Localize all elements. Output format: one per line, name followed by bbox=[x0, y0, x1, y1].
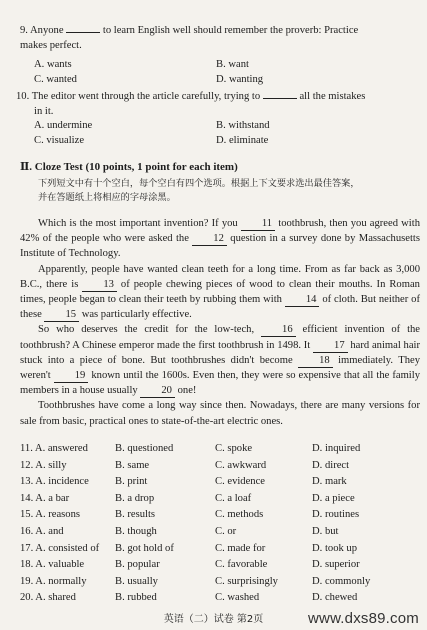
blank-11: 11 bbox=[241, 218, 275, 231]
option-c: C. surprisingly bbox=[215, 575, 278, 587]
q10-option-d: D. eliminate bbox=[216, 135, 269, 146]
option-d: D. routines bbox=[312, 509, 360, 521]
blank-14: 14 bbox=[285, 294, 320, 307]
option-row bbox=[20, 458, 420, 473]
section-number: Ⅱ. bbox=[20, 161, 33, 173]
blank-16: 16 bbox=[261, 324, 296, 337]
option-c: C. washed bbox=[215, 592, 260, 604]
blank bbox=[66, 22, 100, 33]
section-instructions: 下列短文中有十个空白，每个空白有四个选项。根据上下文要求选出最佳答案， 并在答题纸上将相应的字母涂黑。 bbox=[38, 178, 360, 203]
option-row bbox=[20, 557, 420, 572]
option-b: B. usually bbox=[115, 575, 158, 587]
option-b: B. questioned bbox=[115, 443, 174, 454]
paragraph-3: So who deserves the credit for the low-tech, 16 efficient invention of the toothbrush? A Chinese emperor made the first toothbrush in 1498. It 17 hard animal hair stuck into a piece of bone. But toothbrushes didn't become 18 immediately. They weren't 19 known until the 1600s. Even then, they were so expensive that all the family members in a house usually 20 one! bbox=[20, 324, 421, 397]
option-d: D. direct bbox=[312, 459, 350, 471]
option-b: B. a drop bbox=[115, 492, 155, 504]
option-d: D. took up bbox=[312, 542, 358, 554]
question-9-stem-c: makes perfect. bbox=[20, 40, 82, 51]
section-heading: Cloze Test (10 points, 1 point for each item) bbox=[34, 161, 238, 173]
question-10-stem-a: 10. The editor went through the article carefully, trying to bbox=[16, 91, 261, 102]
option-a: 16. A. and bbox=[20, 526, 64, 537]
paragraph-2: Apparently, people have wanted clean teeth for a long time. From as far back as 3,000 B.C., there is 13 of people chewing pieces of wood to clean their mouths. In Roman times, people began to clean their teeth by rubbing them with 14 of cloth. But neither of these 15 was particularly effective. bbox=[20, 263, 420, 321]
option-row bbox=[20, 507, 420, 522]
option-b: B. rubbed bbox=[115, 592, 157, 604]
option-row bbox=[20, 574, 420, 589]
option-row bbox=[20, 491, 420, 506]
option-row bbox=[20, 474, 420, 489]
question-10-stem-c: in it. bbox=[34, 106, 54, 117]
option-a: 15. A. reasons bbox=[20, 509, 81, 521]
blank-18: 18 bbox=[298, 355, 333, 368]
option-a: 12. A. silly bbox=[20, 459, 67, 471]
option-d: D. a piece bbox=[312, 492, 355, 504]
q10-option-c: C. visualize bbox=[34, 135, 85, 146]
option-b: B. popular bbox=[115, 559, 160, 571]
blank-13: 13 bbox=[82, 279, 117, 292]
option-d: D. inquired bbox=[312, 443, 361, 454]
option-a: 14. A. a bar bbox=[20, 492, 70, 504]
option-d: D. chewed bbox=[312, 592, 358, 604]
option-c: C. evidence bbox=[215, 476, 266, 488]
q9-option-c: C. wanted bbox=[34, 74, 77, 85]
blank-19: 19 bbox=[54, 370, 89, 383]
option-c: C. made for bbox=[215, 542, 266, 554]
option-a: 17. A. consisted of bbox=[20, 542, 100, 554]
option-c: C. a loaf bbox=[215, 492, 252, 504]
option-b: B. though bbox=[115, 526, 157, 537]
option-d: D. but bbox=[312, 526, 339, 537]
option-c: C. spoke bbox=[215, 443, 253, 454]
option-b: B. got hold of bbox=[115, 542, 174, 554]
watermark: www.dxs89.com bbox=[308, 610, 419, 627]
q9-option-d: D. wanting bbox=[216, 74, 264, 85]
q10-option-b: B. withstand bbox=[216, 120, 270, 131]
option-row bbox=[20, 524, 420, 539]
blank-15: 15 bbox=[44, 309, 79, 322]
q10-option-a: A. undermine bbox=[34, 120, 93, 131]
option-row bbox=[20, 541, 420, 556]
q9-option-b: B. want bbox=[216, 59, 249, 70]
option-d: D. mark bbox=[312, 476, 347, 488]
option-c: C. methods bbox=[215, 509, 264, 521]
option-a: 18. A. valuable bbox=[20, 559, 85, 571]
page-footer: 英语（二）试卷 第2页 bbox=[163, 614, 264, 625]
option-a: 11. A. answered bbox=[20, 443, 88, 454]
option-a: 19. A. normally bbox=[20, 575, 87, 587]
question-10-stem-b: all the mistakes bbox=[299, 91, 366, 102]
option-b: B. print bbox=[115, 476, 148, 488]
question-9-stem-a: 9. Anyone bbox=[20, 25, 64, 36]
q9-option-a: A. wants bbox=[34, 59, 72, 70]
option-row bbox=[20, 441, 420, 456]
blank-20: 20 bbox=[140, 385, 175, 398]
blank-12: 12 bbox=[192, 233, 227, 246]
cloze-passage bbox=[20, 216, 420, 429]
blank-17: 17 bbox=[313, 340, 348, 353]
option-a: 20. A. shared bbox=[20, 592, 76, 604]
question-9-stem-b: to learn English well should remember the proverb: Practice bbox=[102, 25, 359, 36]
question-10 bbox=[16, 88, 414, 119]
option-row bbox=[20, 590, 420, 605]
paragraph-1: Which is the most important invention? If you 11 toothbrush, then you agreed with 42% of the people who were asked the 12 question in a survey done by Massachusetts Institute of Technology. bbox=[20, 218, 420, 260]
paragraph-4: Toothbrushes have come a long way since then. Nowadays, there are many versions for sale from basic, practical ones to state-of-the-art electric ones. bbox=[20, 400, 420, 427]
option-d: D. commonly bbox=[312, 575, 371, 587]
option-c: C. favorable bbox=[215, 559, 268, 571]
blank bbox=[263, 88, 297, 99]
option-b: B. same bbox=[115, 459, 150, 471]
option-a: 13. A. incidence bbox=[20, 476, 89, 488]
option-c: C. awkward bbox=[215, 459, 267, 471]
question-9 bbox=[20, 22, 418, 53]
option-d: D. superior bbox=[312, 559, 360, 571]
option-b: B. results bbox=[115, 509, 156, 521]
option-c: C. or bbox=[215, 526, 237, 537]
section-title bbox=[20, 160, 238, 175]
